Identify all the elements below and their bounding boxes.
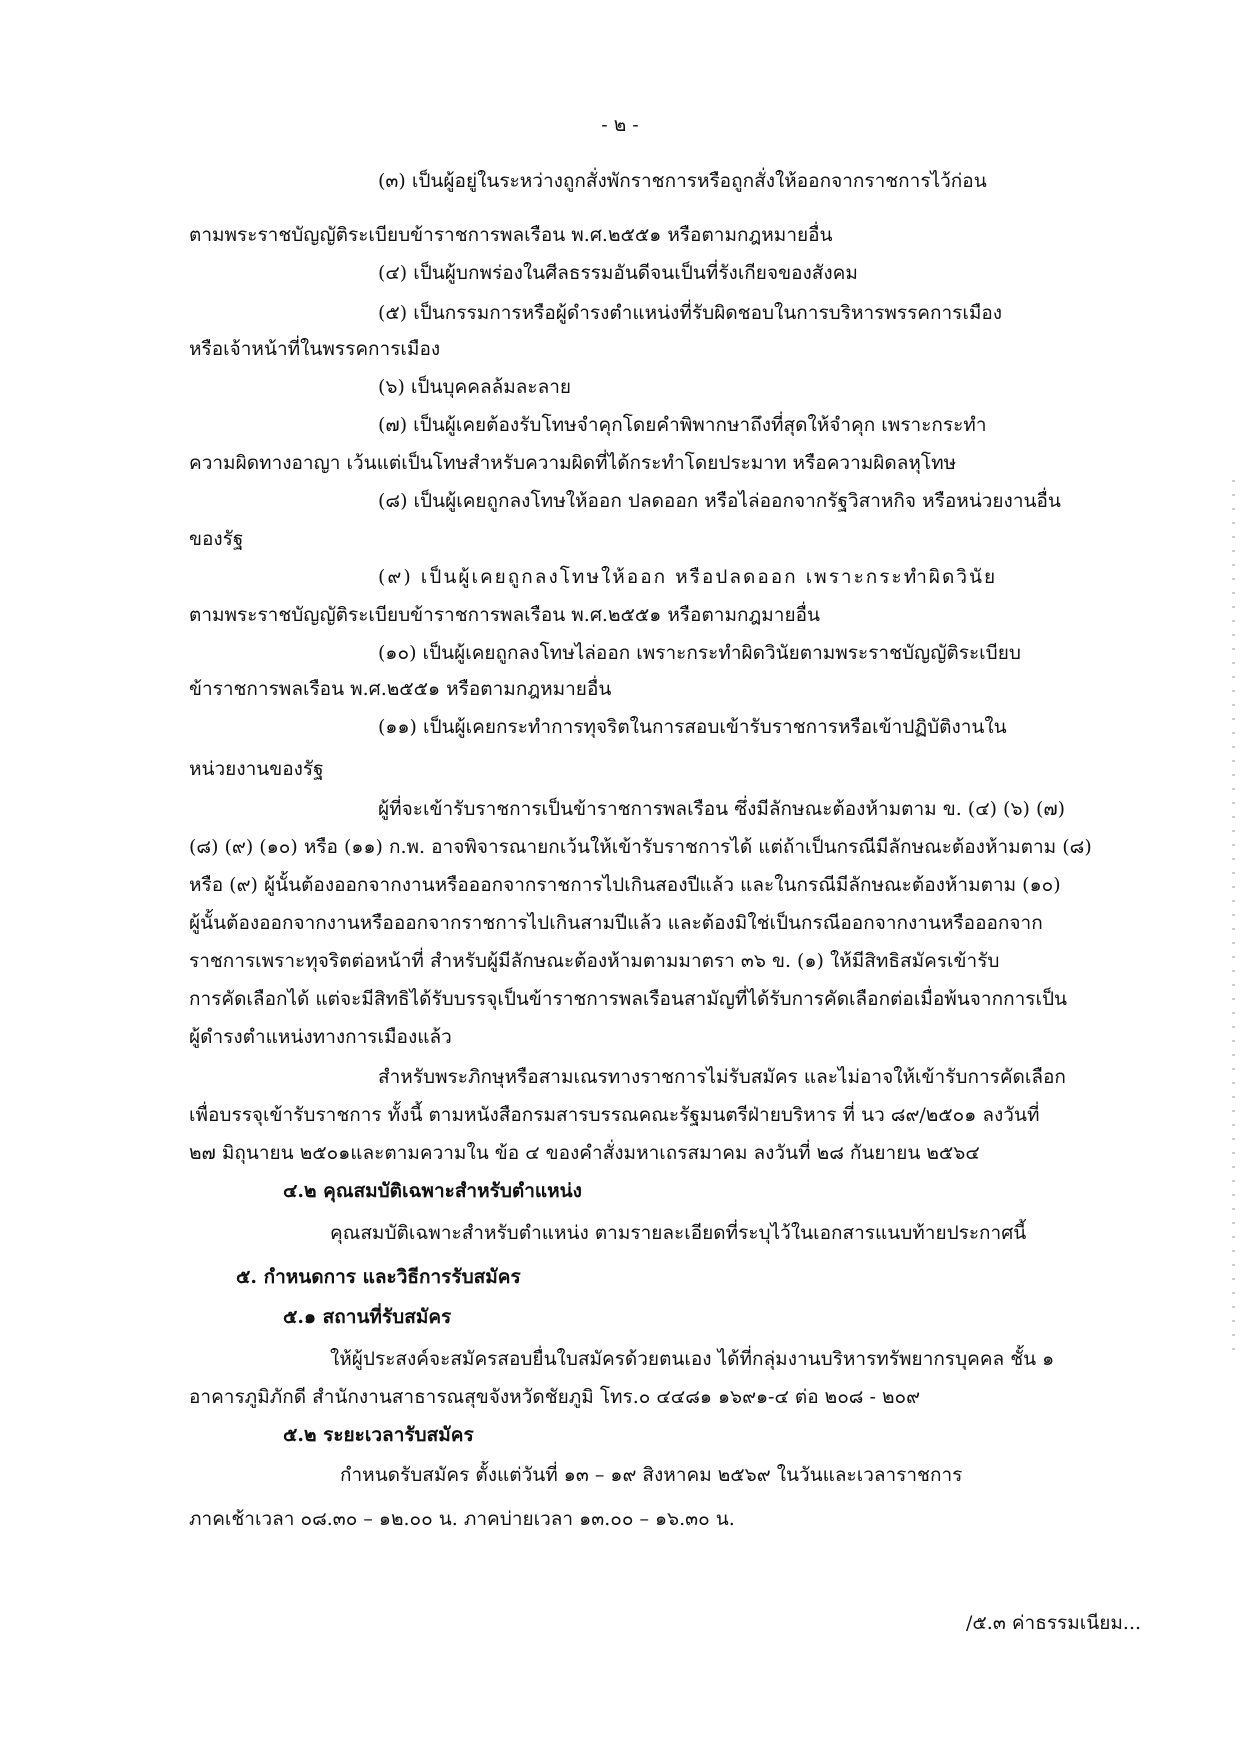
item-9-line-1: (๙) เป็นผู้เคยถูกลงโทษให้ออก หรือปลดออก เพราะกระทำผิดวินัย: [378, 566, 998, 588]
section-5-1-line-2: อาคารภูมิภักดี สำนักงานสาธารณสุขจังหวัดชัยภูมิ โทร.๐ ๔๔๘๑ ๑๖๙๑-๔ ต่อ ๒๐๘ - ๒๐๙: [189, 1386, 920, 1408]
monk-paragraph-line-2: เพื่อบรรจุเข้ารับราชการ ทั้งนี้ ตามหนังสือกรมสารบรรณคณะรัฐมนตรีฝ่ายบริหาร ที่ นว ๘๙/๒๕๐๑ ลงวันที่: [189, 1104, 1040, 1126]
item-10-line-2: ข้าราชการพลเรือน พ.ศ.๒๕๕๑ หรือตามกฎหมายอื่น: [189, 678, 612, 700]
page-number: - ๒ -: [601, 114, 639, 136]
monk-paragraph-line-3: ๒๗ มิถุนายน ๒๕๐๑และตามความใน ข้อ ๔ ของคำสั่งมหาเถรสมาคม ลงวันที่ ๒๘ กันยายน ๒๕๖๔: [189, 1142, 980, 1164]
item-7-line-1: (๗) เป็นผู้เคยต้องรับโทษจำคุกโดยคำพิพากษาถึงที่สุดให้จำคุก เพราะกระทำ: [378, 414, 987, 436]
item-8-line-2: ของรัฐ: [189, 528, 244, 550]
section-5-1-heading: ๕.๑ สถานที่รับสมัคร: [283, 1306, 452, 1328]
section-4-2-heading: ๔.๒ คุณสมบัติเฉพาะสำหรับตำแหน่ง: [283, 1180, 582, 1202]
exemption-paragraph-line-7: ผู้ดำรงตำแหน่งทางการเมืองแล้ว: [189, 1026, 452, 1048]
item-5-line-2: หรือเจ้าหน้าที่ในพรรคการเมือง: [189, 338, 441, 360]
exemption-paragraph-line-2: (๘) (๙) (๑๐) หรือ (๑๑) ก.พ. อาจพิจารณายกเว้นให้เข้ารับราชการได้ แต่ถ้าเป็นกรณีมีลักษณะต้องห้ามตาม (๘): [189, 836, 1092, 858]
exemption-paragraph-line-6: การคัดเลือกได้ แต่จะมีสิทธิได้รับบรรจุเป็นข้าราชการพลเรือนสามัญที่ได้รับการคัดเลือกต่อเมื่อพ้นจากการเป็น: [189, 988, 1068, 1010]
item-11-line-1: (๑๑) เป็นผู้เคยกระทำการทุจริตในการสอบเข้ารับราชการหรือเข้าปฏิบัติงานใน: [378, 716, 1007, 738]
monk-paragraph-line-1: สำหรับพระภิกษุหรือสามเณรทางราชการไม่รับสมัคร และไม่อาจให้เข้ารับการคัดเลือก: [378, 1066, 1066, 1088]
exemption-paragraph-line-1: ผู้ที่จะเข้ารับราชการเป็นข้าราชการพลเรือน ซึ่งมีลักษณะต้องห้ามตาม ข. (๔) (๖) (๗): [378, 798, 1066, 820]
item-6: (๖) เป็นบุคคลล้มละลาย: [378, 376, 572, 398]
item-3-line-1: (๓) เป็นผู้อยู่ในระหว่างถูกสั่งพักราชการหรือถูกสั่งให้ออกจากราชการไว้ก่อน: [378, 170, 987, 192]
continuation-note: /๕.๓ ค่าธรรมเนียม...: [966, 1612, 1142, 1634]
exemption-paragraph-line-5: ราชการเพราะทุจริตต่อหน้าที่ สำหรับผู้มีลักษณะต้องห้ามตามมาตรา ๓๖ ข. (๑) ให้มีสิทธิสมัครเข้ารับ: [189, 950, 1000, 972]
item-10-line-1: (๑๐) เป็นผู้เคยถูกลงโทษไล่ออก เพราะกระทำผิดวินัยตามพระราชบัญญัติระเบียบ: [378, 642, 1021, 664]
item-3-line-2: ตามพระราชบัญญัติระเบียบข้าราชการพลเรือน พ.ศ.๒๕๕๑ หรือตามกฎหมายอื่น: [189, 224, 833, 246]
item-11-line-2: หน่วยงานของรัฐ: [189, 758, 324, 780]
section-5-2-heading: ๕.๒ ระยะเวลารับสมัคร: [283, 1424, 474, 1446]
item-8-line-1: (๘) เป็นผู้เคยถูกลงโทษให้ออก ปลดออก หรือไล่ออกจากรัฐวิสาหกิจ หรือหน่วยงานอื่น: [378, 490, 1061, 512]
scan-edge-marks: [1232, 480, 1235, 1360]
item-4: (๔) เป็นผู้บกพร่องในศีลธรรมอันดีจนเป็นที่รังเกียจของสังคม: [378, 262, 858, 284]
section-4-2-body: คุณสมบัติเฉพาะสำหรับตำแหน่ง ตามรายละเอียดที่ระบุไว้ในเอกสารแนบท้ายประกาศนี้: [330, 1222, 1027, 1244]
item-5-line-1: (๕) เป็นกรรมการหรือผู้ดำรงตำแหน่งที่รับผิดชอบในการบริหารพรรคการเมือง: [378, 302, 1003, 324]
item-7-line-2: ความผิดทางอาญา เว้นแต่เป็นโทษสำหรับความผิดที่ได้กระทำโดยประมาท หรือความผิดลหุโทษ: [189, 452, 957, 474]
section-5-1-line-1: ให้ผู้ประสงค์จะสมัครสอบยื่นใบสมัครด้วยตนเอง ได้ที่กลุ่มงานบริหารทรัพยากรบุคคล ชั้น ๑: [330, 1348, 1055, 1370]
exemption-paragraph-line-4: ผู้นั้นต้องออกจากงานหรือออกจากราชการไปเกินสามปีแล้ว และต้องมิใช่เป็นกรณีออกจากงานหรือออกจาก: [189, 912, 1043, 934]
section-5-2-line-2: ภาคเช้าเวลา ๐๘.๓๐ – ๑๒.๐๐ น. ภาคบ่ายเวลา ๑๓.๐๐ – ๑๖.๓๐ น.: [189, 1508, 735, 1530]
section-5-2-line-1: กำหนดรับสมัคร ตั้งแต่วันที่ ๑๓ – ๑๙ สิงหาคม ๒๕๖๙ ในวันและเวลาราชการ: [340, 1464, 963, 1486]
section-5-heading: ๕. กำหนดการ และวิธีการรับสมัคร: [236, 1266, 521, 1288]
exemption-paragraph-line-3: หรือ (๙) ผู้นั้นต้องออกจากงานหรือออกจากราชการไปเกินสองปีแล้ว และในกรณีมีลักษณะต้องห้ามตาม (๑๐): [189, 874, 1061, 896]
item-9-line-2: ตามพระราชบัญญัติระเบียบข้าราชการพลเรือน พ.ศ.๒๕๕๑ หรือตามกฎมายอื่น: [189, 604, 820, 626]
